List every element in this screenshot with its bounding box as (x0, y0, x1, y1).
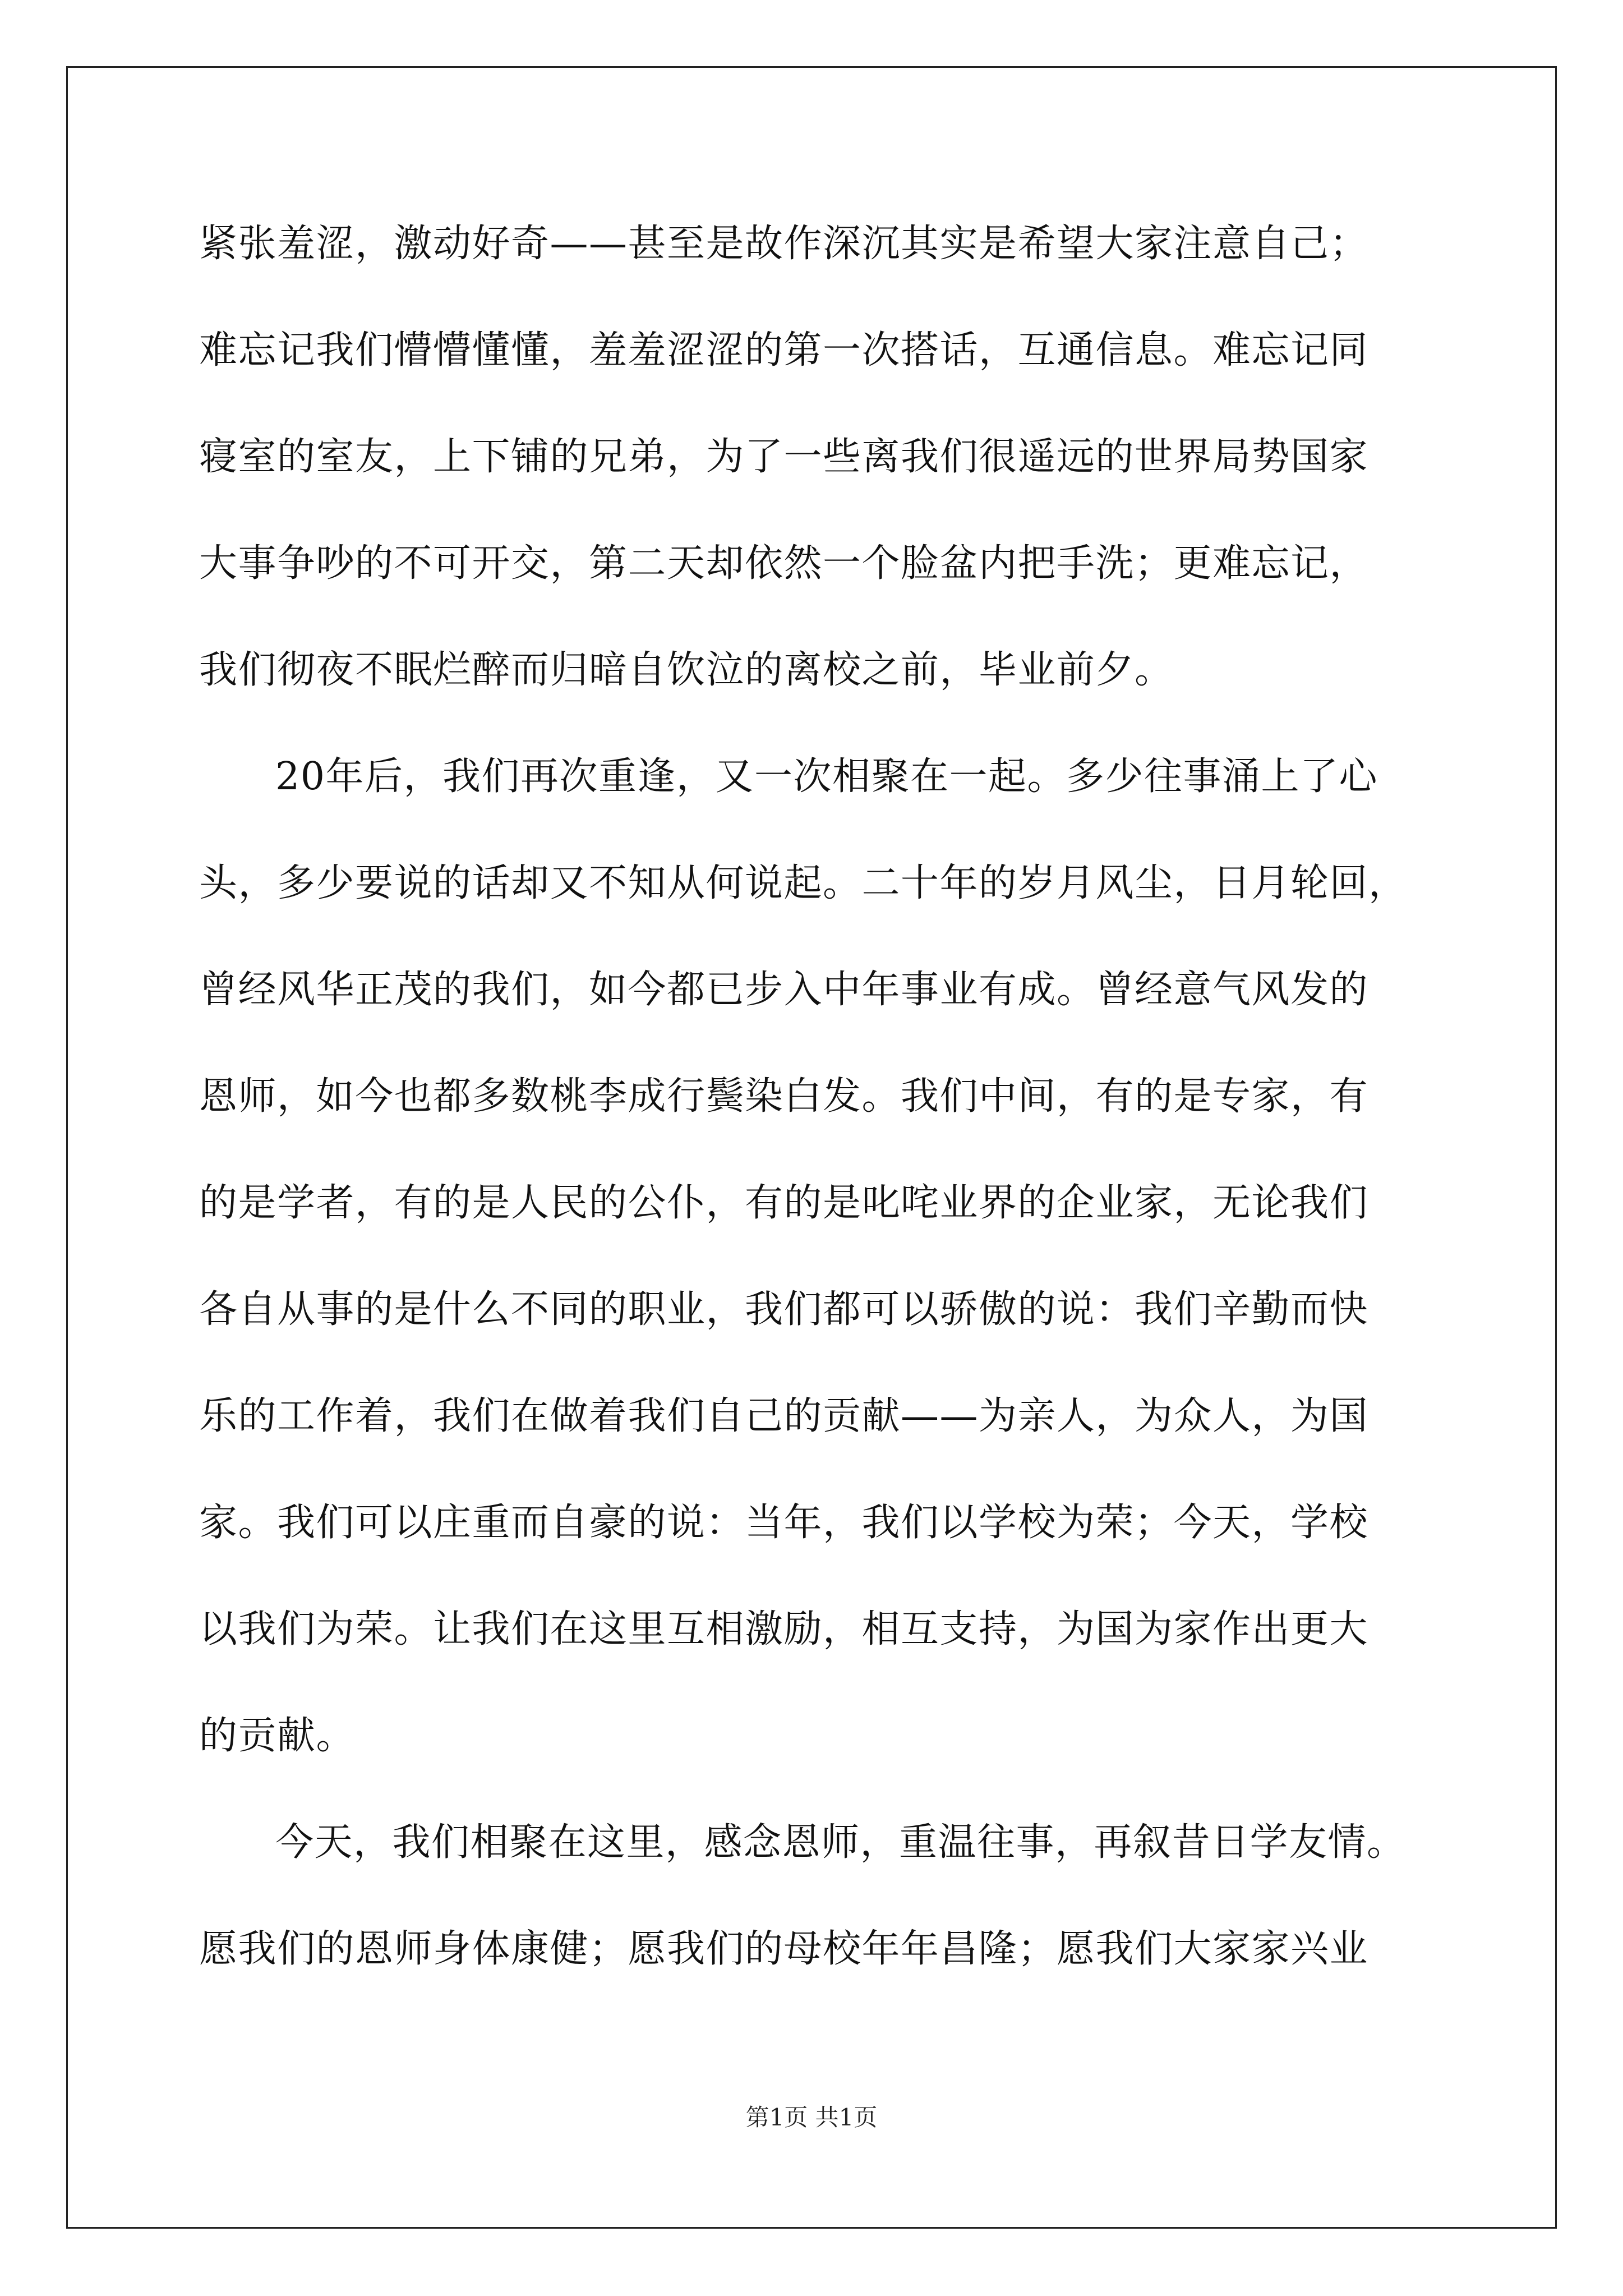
text-line: 我们彻夜不眠烂醉而归暗自饮泣的离校之前，毕业前夕。 (199, 648, 1174, 692)
text-line: 乐的工作着，我们在做着我们自己的贡献——为亲人，为众人，为国 (199, 1394, 1369, 1438)
text-line: 寝室的室友，上下铺的兄弟，为了一些离我们很遥远的世界局势国家 (199, 435, 1369, 479)
text-line: 各自从事的是什么不同的职业，我们都可以骄傲的说：我们辛勤而快 (199, 1287, 1369, 1332)
text-line: 的是学者，有的是人民的公仆，有的是叱咤业界的企业家，无论我们 (199, 1181, 1369, 1225)
text-line: 头，多少要说的话却又不知从何说起。二十年的岁月风尘，日月轮回， (199, 861, 1408, 905)
text-line: 曾经风华正茂的我们，如今都已步入中年事业有成。曾经意气风发的 (199, 968, 1369, 1012)
document-body (199, 191, 1433, 2003)
text-line: 恩师，如今也都多数桃李成行鬓染白发。我们中间，有的是专家，有 (199, 1074, 1369, 1119)
text-line: 愿我们的恩师身体康健；愿我们的母校年年昌隆；愿我们大家家兴业 (199, 1927, 1369, 1971)
text-line: 难忘记我们懵懵懂懂，羞羞涩涩的第一次搭话，互通信息。难忘记同 (199, 328, 1369, 372)
page-footer: 第1页 共1页 (745, 2104, 878, 2131)
text-line: 以我们为荣。让我们在这里互相激励，相互支持，为国为家作出更大 (199, 1607, 1369, 1651)
paragraph-first-line: 今天，我们相聚在这里，感念恩师，重温往事，再叙昔日学友情。 (275, 1820, 1406, 1865)
text-line: 的贡献。 (199, 1714, 356, 1758)
text-line: 大事争吵的不可开交，第二天却依然一个脸盆内把手洗；更难忘记， (199, 541, 1369, 586)
paragraph-first-line: 20年后，我们再次重逢，又一次相聚在一起。多少往事涌上了心 (275, 754, 1378, 799)
text-line: 家。我们可以庄重而自豪的说：当年，我们以学校为荣；今天，学校 (199, 1501, 1369, 1545)
text-line: 紧张羞涩，激动好奇——甚至是故作深沉其实是希望大家注意自己； (199, 222, 1369, 266)
